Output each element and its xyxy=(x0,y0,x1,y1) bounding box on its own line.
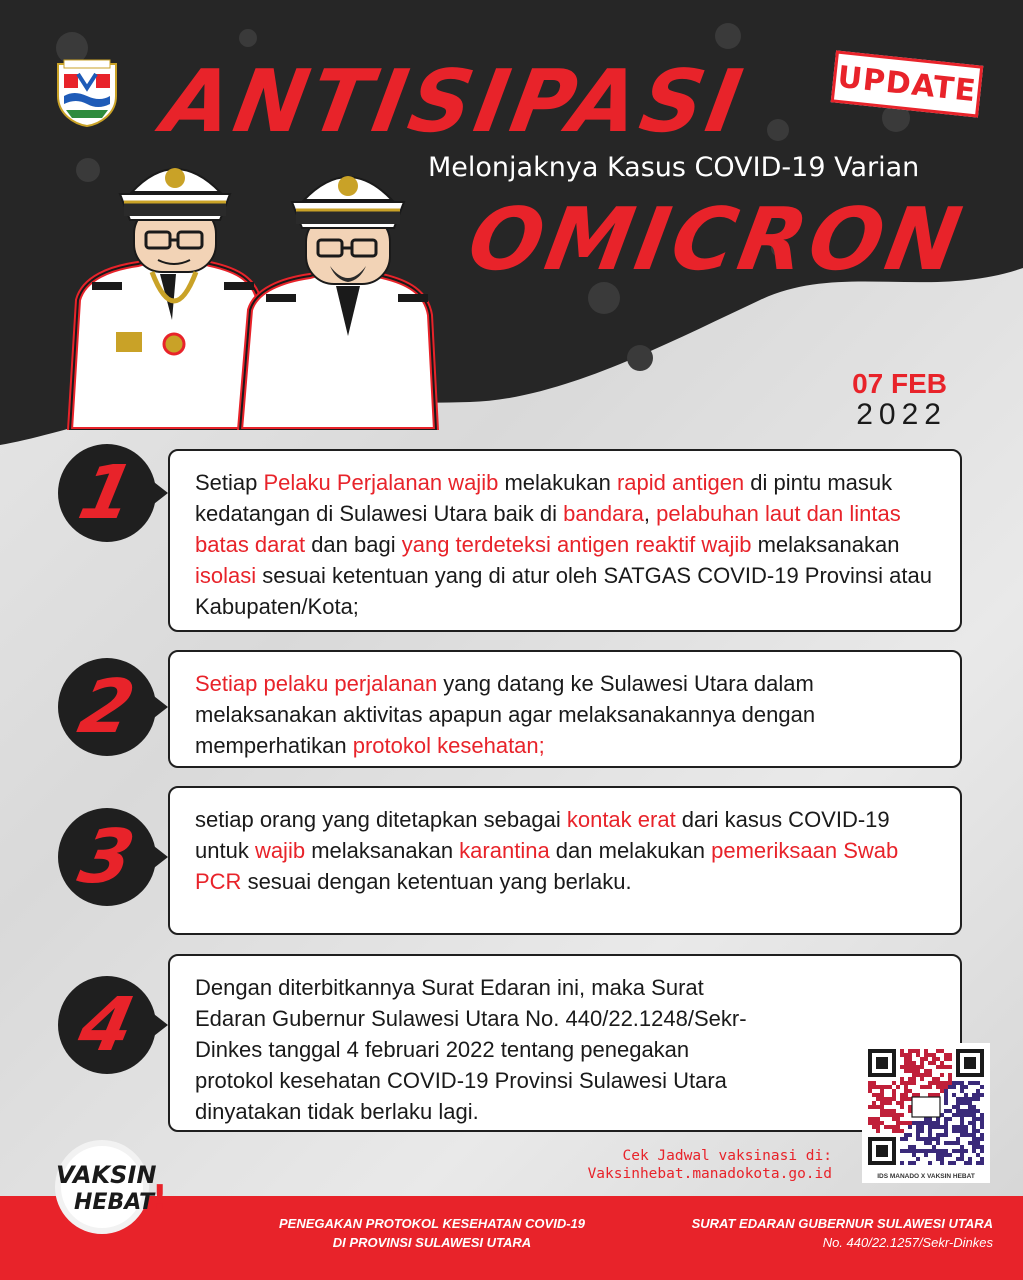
footer-left-line1: PENEGAKAN PROTOKOL KESEHATAN COVID-19 xyxy=(278,1216,586,1231)
item-pointer xyxy=(150,693,168,721)
highlighted-text: wajib xyxy=(254,838,306,863)
item-number: 2 xyxy=(72,664,142,750)
schedule-prompt: Cek Jadwal vaksinasi di: xyxy=(622,1148,832,1164)
item-number: 3 xyxy=(72,814,142,900)
footer-right-text xyxy=(600,1214,993,1252)
item-text-box xyxy=(168,650,962,768)
vaksin-hebat-badge xyxy=(40,1125,190,1235)
item-pointer xyxy=(150,479,168,507)
item-number-3-badge xyxy=(58,808,156,906)
item-number-2-badge xyxy=(58,658,156,756)
highlighted-text: rapid antigen xyxy=(616,470,745,495)
item-number-1-badge xyxy=(58,444,156,542)
item-text-box xyxy=(168,449,962,632)
vaccination-schedule-link[interactable] xyxy=(560,1147,832,1183)
item-text xyxy=(195,807,898,894)
title-omicron: OMICRON xyxy=(461,190,972,290)
item-text xyxy=(195,470,932,619)
footer-right-line1: SURAT EDARAN GUBERNUR SULAWESI UTARA xyxy=(691,1216,993,1231)
body-text: dan melakukan xyxy=(549,838,712,863)
item-text xyxy=(195,671,815,758)
qr-code-icon xyxy=(868,1049,984,1165)
body-text: Setiap xyxy=(195,470,264,495)
title-antisipasi: ANTISIPASI xyxy=(156,52,753,152)
item-text-box xyxy=(168,954,962,1132)
item-text-box xyxy=(168,786,962,935)
vaksin-badge-line2: HEBAT xyxy=(74,1190,155,1215)
body-text: Dengan diterbitkannya Surat Edaran ini, maka Surat Edaran Gubernur Sulawesi Utara No. 440/22.1248/Sekr-Dinkes tanggal 4 februari 2022 tentang penegakan protokol kesehatan COVID-19 Provinsi Sulawesi Utara dinyatakan tidak berlaku lagi. xyxy=(195,975,747,1124)
date-year: 2022 xyxy=(856,398,947,431)
body-text: sesuai ketentuan yang di atur oleh SATGAS COVID-19 Provinsi atau Kabupaten/Kota; xyxy=(195,563,932,619)
highlighted-text: pelabuhan laut dan lintas batas darat xyxy=(195,501,901,557)
footer-left-text xyxy=(232,1214,632,1252)
body-text: setiap orang yang ditetapkan sebagai xyxy=(195,807,567,832)
highlighted-text: protokol kesehatan; xyxy=(352,733,545,758)
body-text: yang datang ke Sulawesi Utara dalam melaksanakan aktivitas apapun agar melaksanakannya dengan memperhatikan xyxy=(195,671,816,758)
body-text: dan bagi xyxy=(305,532,402,557)
body-text: di pintu masuk kedatangan di Sulawesi Utara baik di xyxy=(195,470,893,526)
highlighted-text: yang terdeteksi antigen reaktif wajib xyxy=(401,532,752,557)
highlighted-text: karantina xyxy=(459,838,550,863)
highlighted-text: pemeriksaan Swab PCR xyxy=(195,838,899,894)
officials-illustration xyxy=(60,140,440,430)
highlighted-text: bandara xyxy=(563,501,644,526)
qr-caption: IDS MANADO X VAKSIN HEBAT xyxy=(877,1173,975,1180)
item-number: 4 xyxy=(72,982,142,1068)
date-day-month: 07 FEB xyxy=(852,368,947,399)
item-pointer xyxy=(150,843,168,871)
body-text: dari kasus COVID-19 untuk xyxy=(195,807,890,863)
item-pointer xyxy=(150,1011,168,1039)
item-text xyxy=(195,975,747,1124)
highlighted-text: kontak erat xyxy=(566,807,676,832)
body-text: melaksanakan xyxy=(305,838,460,863)
svg-text:!: ! xyxy=(152,1178,168,1218)
body-text: melakukan xyxy=(498,470,617,495)
highlighted-text: Setiap pelaku perjalanan xyxy=(195,671,438,696)
footer-right-line2: No. 440/22.1257/Sekr-Dinkes xyxy=(822,1235,993,1250)
city-emblem-icon xyxy=(52,56,122,128)
item-number: 1 xyxy=(72,450,142,536)
highlighted-text: Pelaku Perjalanan wajib xyxy=(263,470,499,495)
subtitle: Melonjaknya Kasus COVID-19 Varian xyxy=(428,152,920,183)
body-text: melaksanakan xyxy=(751,532,900,557)
item-number-4-badge xyxy=(58,976,156,1074)
highlighted-text: isolasi xyxy=(195,563,257,588)
vaksin-badge-line1: VAKSIN xyxy=(56,1161,157,1189)
footer-left-line2: DI PROVINSI SULAWESI UTARA xyxy=(332,1235,532,1250)
body-text: sesuai dengan ketentuan yang berlaku. xyxy=(241,869,632,894)
schedule-url: Vaksinhebat.manadokota.go.id xyxy=(587,1166,832,1182)
qr-code[interactable] xyxy=(862,1043,990,1183)
update-stamp-label: UPDATE xyxy=(835,59,978,109)
body-text: , xyxy=(643,501,657,526)
